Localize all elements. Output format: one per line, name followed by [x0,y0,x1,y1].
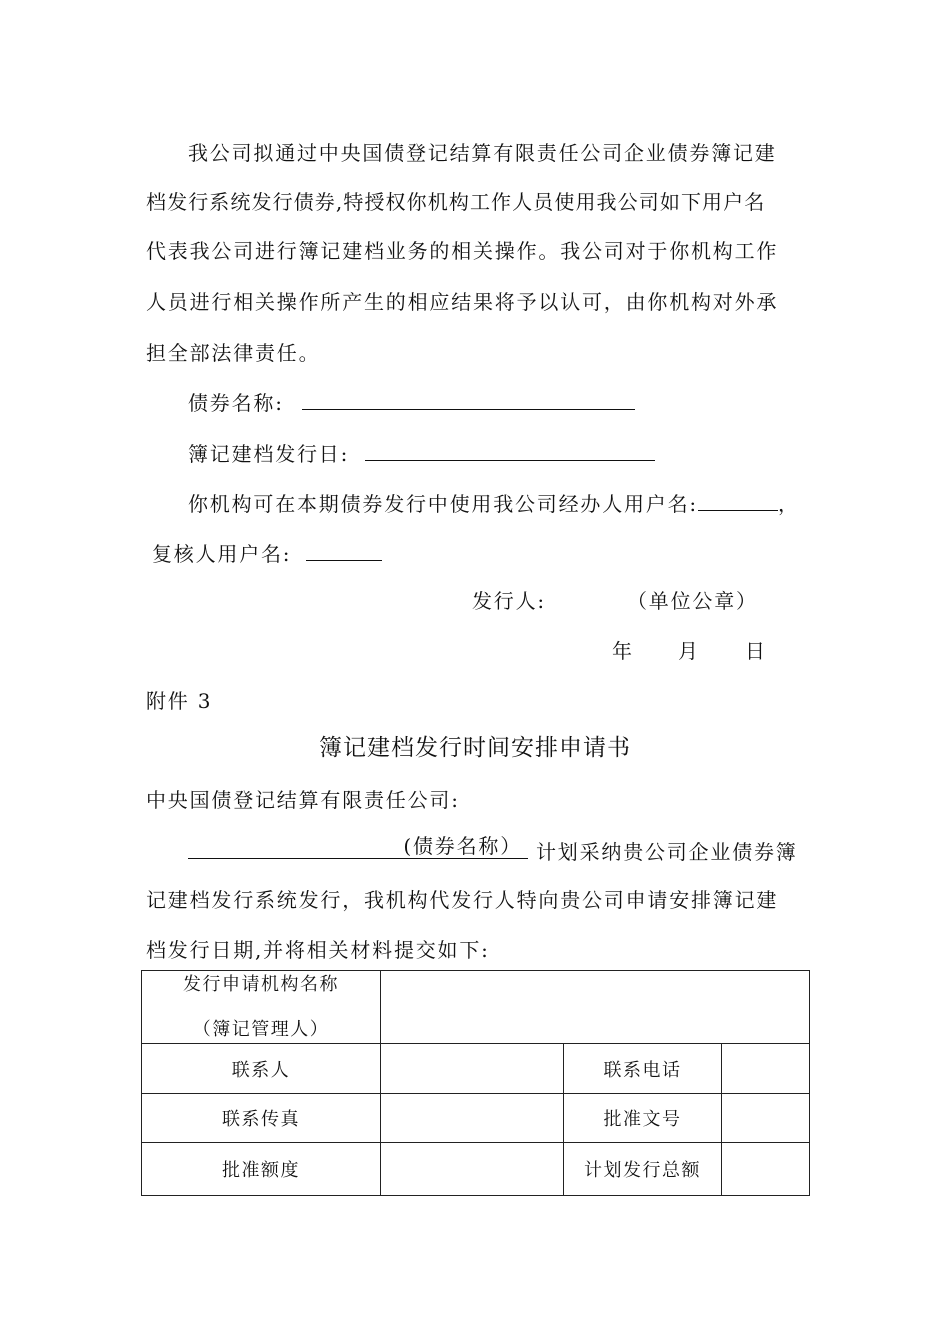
bond-name-label: 债券名称: [188,391,284,415]
bookbuilding-date-label: 簿记建档发行日: [188,442,350,466]
approval-number-value[interactable] [722,1094,810,1143]
bond-name-placeholder: (债券名称） [403,834,522,858]
table-row [142,971,810,1044]
attachment-title: 簿记建档发行时间安排申请书 [319,735,631,761]
attachment-label: 附件 3 [146,689,213,713]
application-text-1: 计划采纳贵公司企业债券簿 [536,840,798,864]
contact-fax-label: 联系传真 [142,1094,381,1143]
approved-amount-label: 批准额度 [142,1143,381,1196]
approval-number-label: 批准文号 [564,1094,722,1143]
seal-label: （单位公章） [627,589,758,613]
reviewer-username-field[interactable] [306,540,382,561]
authorization-line-5: 担全部法律责任。 [146,341,321,365]
addressee: 中央国债登记结算有限责任公司: [146,788,460,812]
reviewer-row [152,540,382,567]
bond-name-row [188,389,635,416]
application-form-table [141,970,810,1196]
table-row [142,1094,810,1143]
date-day: 日 [745,639,767,663]
operator-username-field[interactable] [698,490,778,511]
planned-total-value[interactable] [722,1143,810,1196]
date-month: 月 [678,639,700,663]
applicant-value-cell[interactable] [381,971,810,1044]
bond-name-blank[interactable] [188,834,528,859]
bookbuilding-date-row [188,440,655,467]
contact-phone-value[interactable] [722,1044,810,1094]
planned-total-label: 计划发行总额 [564,1143,722,1196]
application-line-2: 记建档发行系统发行，我机构代发行人特向贵公司申请安排簿记建 [146,888,779,912]
authorization-line-3: 代表我公司进行簿记建档业务的相关操作。我公司对于你机构工作 [146,239,779,263]
operator-comma: ， [777,492,800,516]
authorization-line-4: 人员进行相关操作所产生的相应结果将予以认可，由你机构对外承 [146,290,779,314]
authorization-line-1: 我公司拟通过中央国债登记结算有限责任公司企业债券簿记建 [188,141,777,165]
contact-fax-value[interactable] [381,1094,564,1143]
application-line-3: 档发行日期,并将相关材料提交如下: [146,938,490,962]
table-row [142,1044,810,1094]
issuer-label: 发行人: [472,589,546,613]
contact-phone-label: 联系电话 [564,1044,722,1094]
operator-label: 你机构可在本期债券发行中使用我公司经办人用户名: [188,492,698,516]
application-line-1 [188,834,798,865]
contact-person-value[interactable] [381,1044,564,1094]
applicant-label-2: （簿记管理人） [192,1018,330,1040]
date-year: 年 [612,639,634,663]
table-row [142,1143,810,1196]
approved-amount-value[interactable] [381,1143,564,1196]
authorization-line-2: 档发行系统发行债券,特授权你机构工作人员使用我公司如下用户名 [146,190,766,214]
reviewer-label: 复核人用户名: [152,542,292,566]
contact-person-label: 联系人 [142,1044,381,1094]
applicant-label-1: 发行申请机构名称 [183,973,339,995]
operator-row [188,490,800,517]
bond-name-field[interactable] [302,389,635,410]
bookbuilding-date-field[interactable] [365,440,655,461]
applicant-label-cell [142,971,381,1044]
